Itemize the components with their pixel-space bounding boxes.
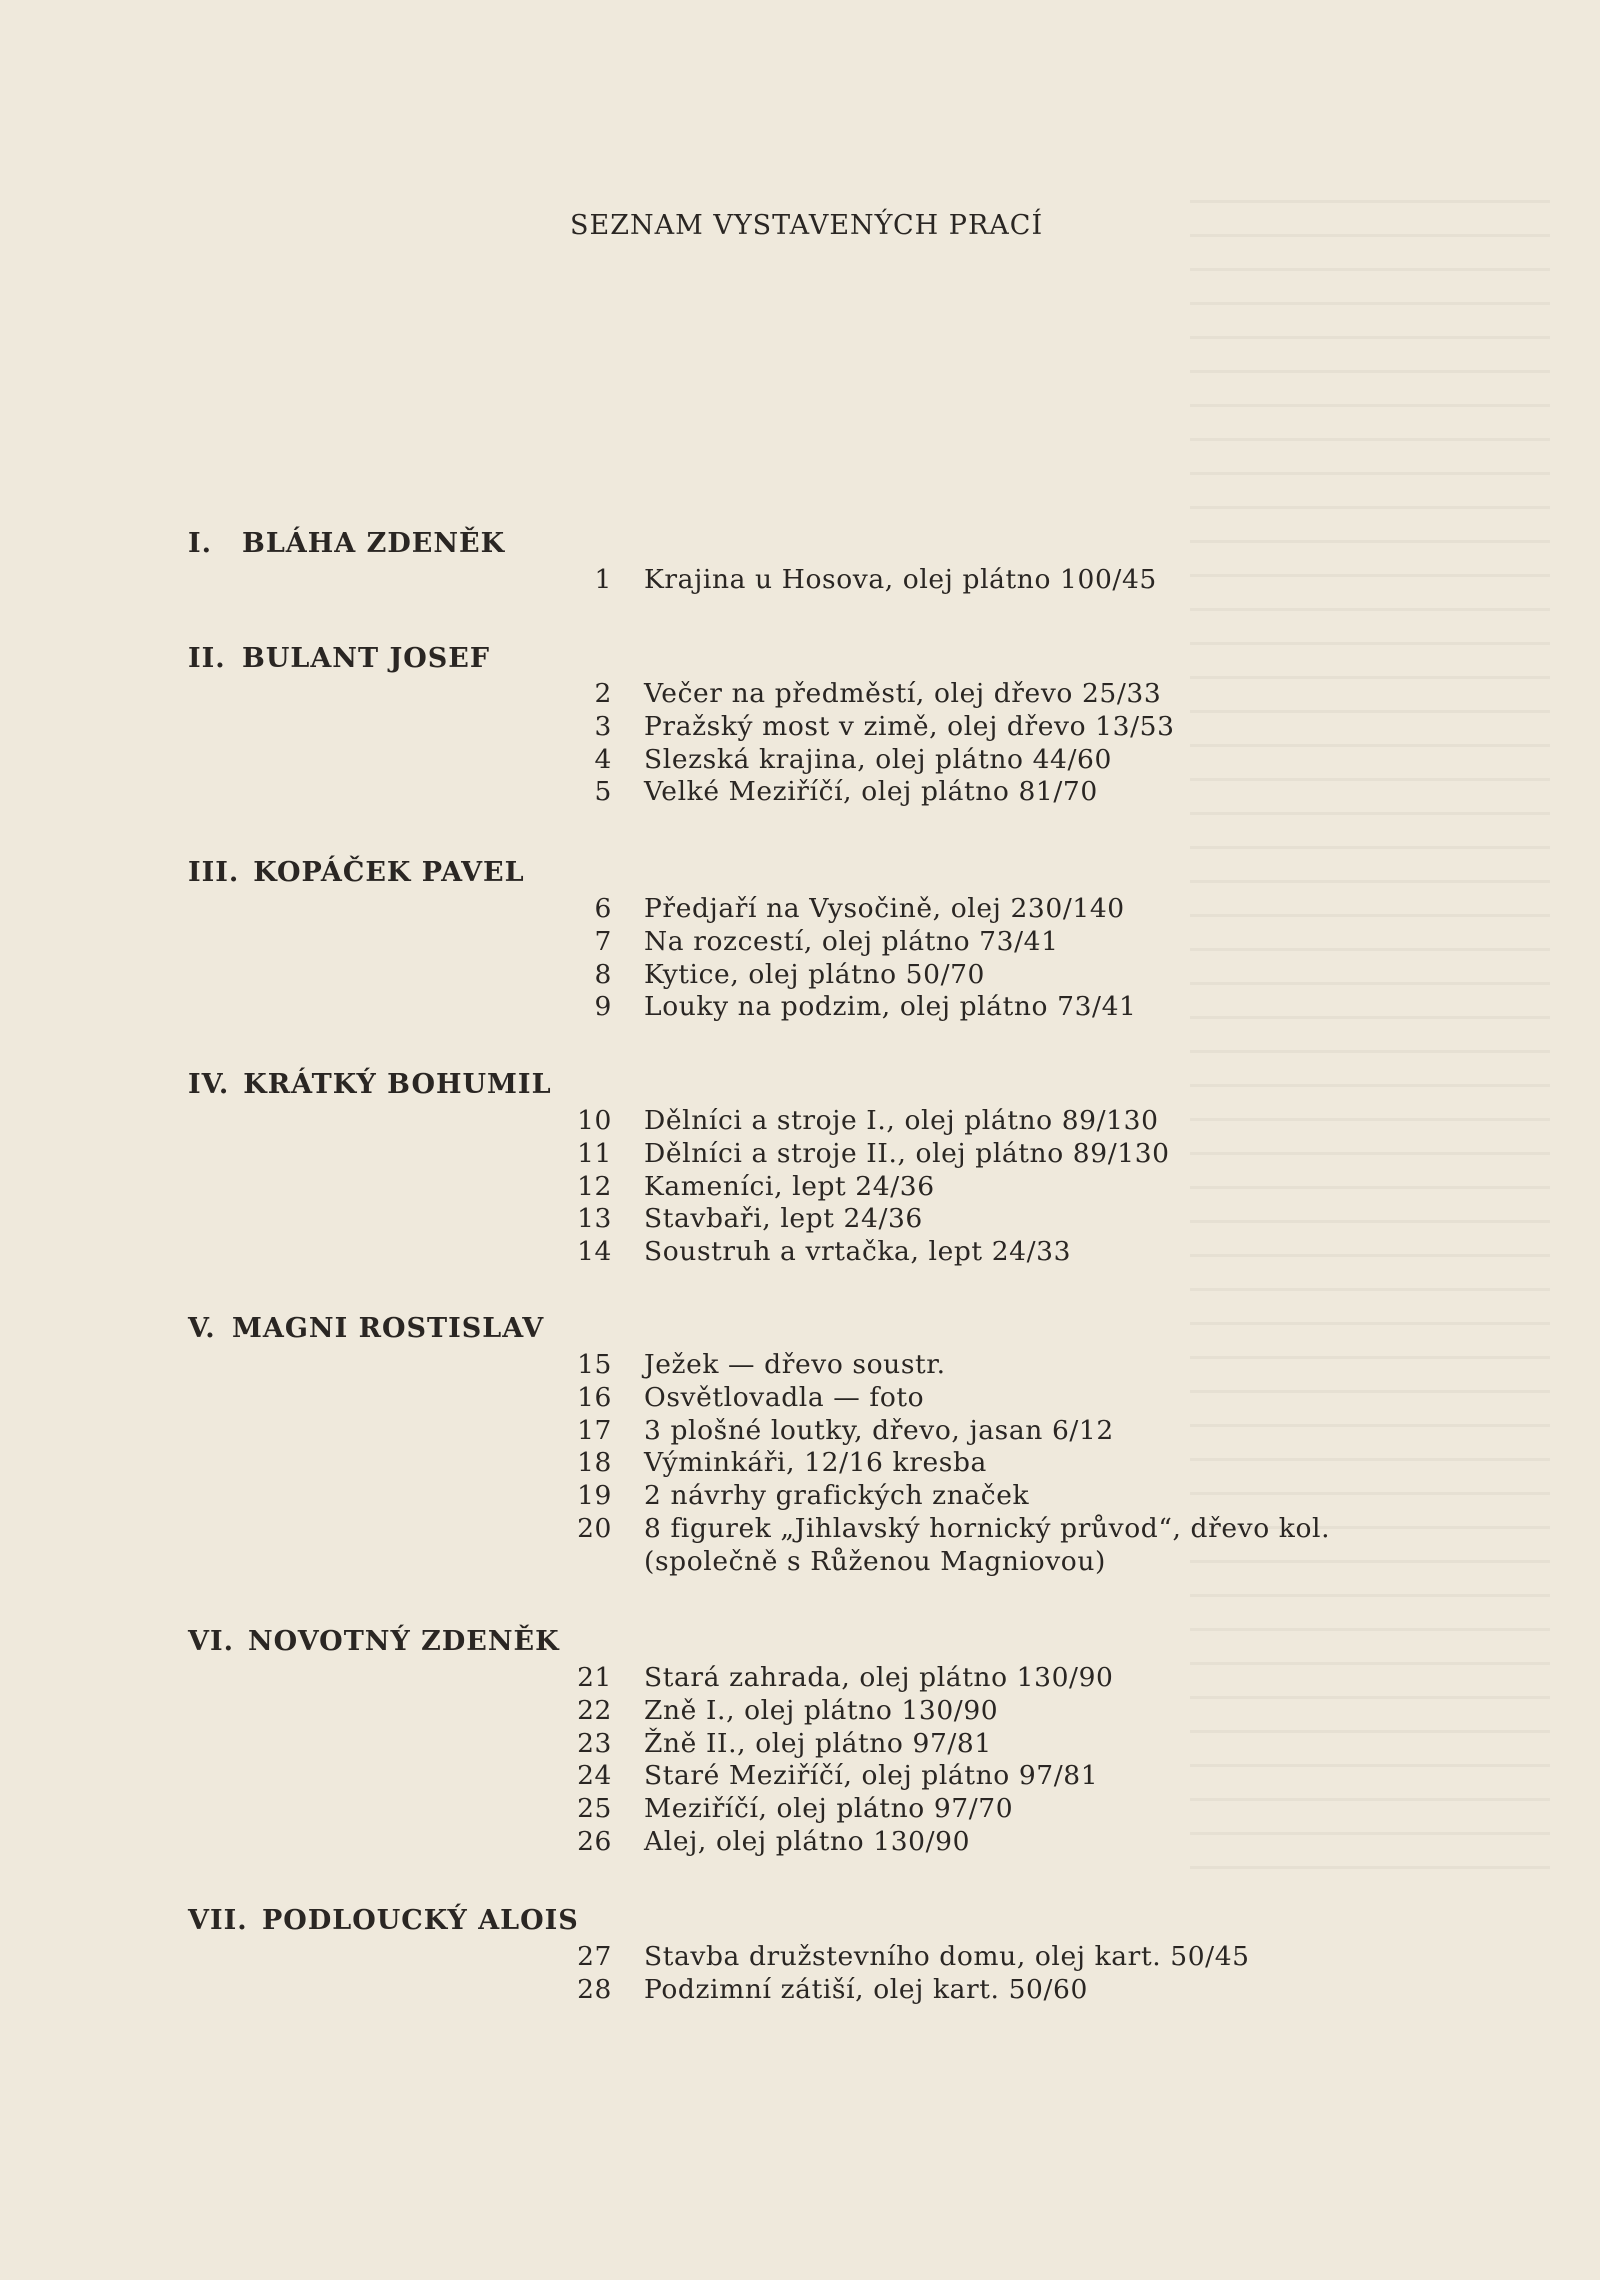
work-number: 14 <box>577 1236 612 1268</box>
work-description: Stavbaři, lept 24/36 <box>644 1203 923 1235</box>
artist-name: KOPÁČEK PAVEL <box>253 857 525 888</box>
work-item <box>540 1662 1114 1695</box>
works-list <box>540 678 1175 809</box>
work-number: 16 <box>577 1381 612 1413</box>
artist-numeral: I. <box>188 528 213 559</box>
work-number: 3 <box>594 710 612 742</box>
work-item <box>540 744 1175 777</box>
work-item <box>540 1728 1114 1761</box>
artist-heading <box>188 1069 552 1100</box>
work-description: Slezská krajina, olej plátno 44/60 <box>644 743 1112 775</box>
work-item <box>540 678 1175 711</box>
works-list <box>540 1941 1250 2007</box>
artist-heading <box>188 1905 579 1936</box>
work-number: 8 <box>594 958 612 990</box>
artist-name: BULANT JOSEF <box>242 643 491 674</box>
work-number: 28 <box>577 1973 612 2005</box>
work-item <box>540 1793 1114 1826</box>
work-item <box>540 1826 1114 1859</box>
work-description: Louky na podzim, olej plátno 73/41 <box>644 991 1137 1023</box>
work-number: 21 <box>577 1662 612 1693</box>
work-description: Dělníci a stroje II., olej plátno 89/130 <box>644 1137 1170 1169</box>
artist-numeral: VI. <box>188 1626 234 1657</box>
work-number: 2 <box>594 678 612 709</box>
work-description <box>644 1513 1330 1579</box>
work-number: 6 <box>594 893 612 924</box>
works-list <box>540 893 1137 1024</box>
work-number: 13 <box>577 1203 612 1235</box>
work-description: Podzimní zátiší, olej kart. 50/60 <box>644 1973 1088 2005</box>
works-list <box>540 564 1157 597</box>
work-item <box>540 1447 1330 1480</box>
work-item <box>540 564 1157 597</box>
work-item <box>540 1105 1170 1138</box>
work-number: 11 <box>577 1137 612 1169</box>
work-item <box>540 1138 1170 1171</box>
work-item <box>540 1974 1250 2007</box>
work-item <box>540 1760 1114 1793</box>
work-description: Předjaří na Vysočině, olej 230/140 <box>644 893 1125 924</box>
work-item <box>540 776 1175 809</box>
work-description: Meziříčí, olej plátno 97/70 <box>644 1793 1014 1825</box>
work-item <box>540 1480 1330 1513</box>
work-description: Zně I., olej plátno 130/90 <box>644 1694 999 1726</box>
work-item <box>540 926 1137 959</box>
work-item <box>540 1203 1170 1236</box>
work-item <box>540 1171 1170 1204</box>
work-number: 26 <box>577 1825 612 1857</box>
artist-numeral: III. <box>188 857 240 888</box>
artist-heading <box>188 643 490 674</box>
work-description: Velké Meziříčí, olej plátno 81/70 <box>644 776 1098 808</box>
work-number: 25 <box>577 1793 612 1825</box>
artist-heading <box>188 1626 560 1657</box>
artist-name: KRÁTKÝ BOHUMIL <box>243 1069 552 1100</box>
work-description-line: (společně s Růženou Magniovou) <box>644 1545 1106 1577</box>
works-list <box>540 1105 1170 1269</box>
work-number: 20 <box>577 1512 612 1544</box>
work-number: 17 <box>577 1414 612 1446</box>
work-number: 23 <box>577 1727 612 1759</box>
work-description: Na rozcestí, olej plátno 73/41 <box>644 925 1059 957</box>
work-number: 18 <box>577 1447 612 1479</box>
artist-numeral: V. <box>188 1313 216 1344</box>
work-description: 3 plošné loutky, dřevo, jasan 6/12 <box>644 1414 1114 1446</box>
work-description: Ježek — dřevo soustr. <box>644 1349 946 1380</box>
work-description-line: 8 figurek „Jihlavský hornický průvod“, dřevo kol. <box>644 1512 1331 1544</box>
work-item <box>540 1349 1330 1382</box>
work-description: Kytice, olej plátno 50/70 <box>644 958 986 990</box>
artist-name: MAGNI ROSTISLAV <box>232 1313 545 1344</box>
page-title: SEZNAM VYSTAVENÝCH PRACÍ <box>570 210 1044 241</box>
work-description: Dělníci a stroje I., olej plátno 89/130 <box>644 1105 1159 1136</box>
work-description: Krajina u Hosova, olej plátno 100/45 <box>644 564 1157 595</box>
work-description: Stará zahrada, olej plátno 130/90 <box>644 1662 1114 1693</box>
work-number: 19 <box>577 1480 612 1512</box>
work-description: Stavba družstevního domu, olej kart. 50/45 <box>644 1941 1250 1972</box>
work-description: Výminkáři, 12/16 kresba <box>644 1447 987 1479</box>
artist-name: BLÁHA ZDENĚK <box>242 528 506 559</box>
work-number: 27 <box>577 1941 612 1972</box>
work-item <box>540 959 1137 992</box>
work-number: 5 <box>594 776 612 808</box>
work-number: 4 <box>594 743 612 775</box>
work-description: Kameníci, lept 24/36 <box>644 1170 935 1202</box>
work-description: Osvětlovadla — foto <box>644 1381 925 1413</box>
work-item <box>540 1236 1170 1269</box>
work-item <box>540 1382 1330 1415</box>
work-description: Večer na předměstí, olej dřevo 25/33 <box>644 678 1162 709</box>
artist-heading <box>188 857 525 888</box>
work-number: 22 <box>577 1694 612 1726</box>
work-description: Staré Meziříčí, olej plátno 97/81 <box>644 1760 1099 1792</box>
artist-numeral: II. <box>188 643 226 674</box>
work-description: Alej, olej plátno 130/90 <box>644 1825 971 1857</box>
work-number: 24 <box>577 1760 612 1792</box>
artist-name: NOVOTNÝ ZDENĚK <box>247 1626 560 1657</box>
work-number: 7 <box>594 925 612 957</box>
artist-name: PODLOUCKÝ ALOIS <box>262 1905 579 1936</box>
artist-numeral: VII. <box>188 1905 248 1936</box>
artist-heading <box>188 528 505 559</box>
work-item <box>540 1513 1330 1579</box>
work-item <box>540 711 1175 744</box>
work-number: 9 <box>594 991 612 1023</box>
work-number: 12 <box>577 1170 612 1202</box>
works-list <box>540 1662 1114 1859</box>
work-item <box>540 1415 1330 1448</box>
work-number: 10 <box>577 1105 612 1136</box>
work-item <box>540 1695 1114 1728</box>
works-list <box>540 1349 1330 1579</box>
work-item <box>540 1941 1250 1974</box>
artist-heading <box>188 1313 544 1344</box>
work-number: 15 <box>577 1349 612 1380</box>
bleed-through-shadow <box>1190 200 1550 1900</box>
work-number: 1 <box>594 564 612 595</box>
artist-numeral: IV. <box>188 1069 230 1100</box>
work-item <box>540 991 1137 1024</box>
work-description: Pražský most v zimě, olej dřevo 13/53 <box>644 710 1175 742</box>
work-description: 2 návrhy grafických značek <box>644 1480 1030 1512</box>
work-description: Žně II., olej plátno 97/81 <box>644 1727 992 1759</box>
work-item <box>540 893 1137 926</box>
work-description: Soustruh a vrtačka, lept 24/33 <box>644 1236 1072 1268</box>
